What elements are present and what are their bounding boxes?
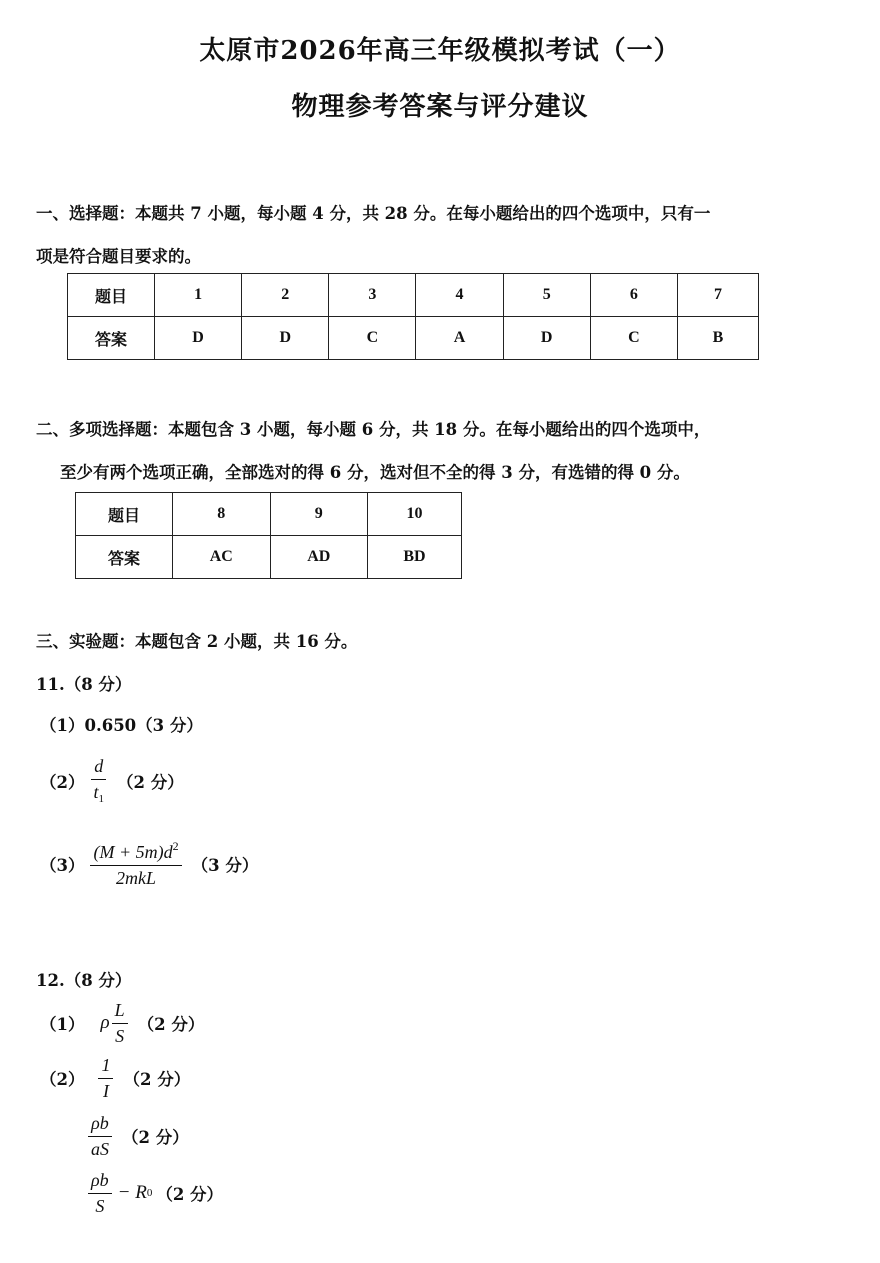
q11-header: 11.（8 分） <box>36 675 132 694</box>
question-number: 5 <box>503 274 590 317</box>
numerator-expression: (M + 5m)d <box>93 842 173 862</box>
q12-header: 12.（8 分） <box>36 971 132 990</box>
r-subscript: 0 <box>146 1187 153 1200</box>
fraction-rhob-over-s <box>88 1170 112 1216</box>
fraction-numerator: ρb <box>88 1170 112 1194</box>
question-number: 2 <box>242 274 329 317</box>
score-text: （3 分） <box>191 856 259 876</box>
answer-cell: BD <box>368 536 462 579</box>
answer-cell: D <box>503 317 590 360</box>
answer-cell: B <box>677 317 758 360</box>
part-label: （1） <box>40 1015 85 1035</box>
fraction-numerator: ρb <box>88 1113 112 1137</box>
section1-answer-table <box>67 273 759 360</box>
q12-part1 <box>40 1000 204 1046</box>
fraction-denominator <box>90 780 107 806</box>
section1-intro-line2: 项是符合题目要求的。 <box>36 247 201 266</box>
row-label-answer: 答案 <box>76 536 173 579</box>
fraction-denominator: S <box>95 1195 105 1216</box>
fraction-rhob-over-as <box>88 1113 112 1159</box>
answer-cell: AD <box>270 536 368 579</box>
fraction-denominator: S <box>115 1025 125 1046</box>
question-number: 8 <box>173 493 271 536</box>
fraction-l-over-s <box>112 1000 128 1046</box>
fraction-numerator: L <box>112 1000 128 1024</box>
answer-cell: D <box>242 317 329 360</box>
row-label-question: 题目 <box>76 493 173 536</box>
question-number: 7 <box>677 274 758 317</box>
fraction-denominator: aS <box>91 1138 109 1159</box>
section2-intro-line2: 至少有两个选项正确，全部选对的得 6 分，选对但不全的得 3 分，有选错的得 0 分。 <box>60 463 690 482</box>
question-number: 3 <box>329 274 416 317</box>
fraction-numerator: 1 <box>98 1055 113 1079</box>
document-title: 太原市2026年高三年级模拟考试（一） <box>199 36 681 66</box>
question-number: 10 <box>368 493 462 536</box>
table-row <box>76 536 462 579</box>
score-text: （2 分） <box>156 1185 224 1205</box>
score-text: （2 分） <box>117 772 184 792</box>
minus-r-symbol: − R <box>117 1182 147 1204</box>
question-number: 1 <box>155 274 242 317</box>
section2-intro-line1: 二、多项选择题：本题包含 3 小题，每小题 6 分，共 18 分。在每小题给出的四个选项中， <box>36 420 711 439</box>
q12-part2a <box>40 1055 190 1101</box>
section3-intro: 三、实验题：本题包含 2 小题，共 16 分。 <box>36 632 358 651</box>
minus-r0-expression <box>118 1182 153 1204</box>
fraction-denominator: 2mkL <box>116 867 157 888</box>
question-number: 4 <box>416 274 503 317</box>
part-label: （2） <box>40 772 85 792</box>
fraction-numerator: d <box>91 756 106 780</box>
row-label-answer: 答案 <box>68 317 155 360</box>
answer-cell: D <box>155 317 242 360</box>
section1-intro-line1: 一、选择题：本题共 7 小题，每小题 4 分，共 28 分。在每小题给出的四个选项中，只有一 <box>36 204 711 223</box>
table-row <box>76 493 462 536</box>
answer-text: 0.650（3 分） <box>84 716 203 735</box>
fraction-d-over-t1 <box>90 756 107 805</box>
fraction-numerator <box>90 840 181 866</box>
answer-cell: C <box>590 317 677 360</box>
answer-cell: C <box>329 317 416 360</box>
part-label: （1） <box>40 716 85 735</box>
denominator-symbol: t <box>93 781 99 802</box>
answer-cell: AC <box>173 536 271 579</box>
table-row <box>68 274 759 317</box>
score-text: （2 分） <box>122 1128 189 1148</box>
q11-part3 <box>40 840 258 888</box>
answer-cell: A <box>416 317 503 360</box>
part-label: （2） <box>40 1070 85 1090</box>
fraction-mass-expression <box>90 840 181 888</box>
table-row <box>68 317 759 360</box>
score-text: （2 分） <box>123 1070 191 1090</box>
part-label: （3） <box>40 856 85 876</box>
rho-symbol: ρ <box>100 1012 110 1034</box>
numerator-superscript: 2 <box>172 839 179 853</box>
row-label-question: 题目 <box>68 274 155 317</box>
fraction-denominator: I <box>102 1080 109 1101</box>
question-number: 9 <box>270 493 368 536</box>
score-text: （2 分） <box>137 1015 205 1035</box>
q11-part2 <box>40 756 184 805</box>
denominator-subscript: 1 <box>98 792 104 805</box>
fraction-1-over-i <box>98 1055 113 1101</box>
section2-answer-table <box>75 492 462 579</box>
q11-part1 <box>40 712 203 736</box>
q12-part2c <box>82 1170 223 1216</box>
question-number: 6 <box>590 274 677 317</box>
document-subtitle: 物理参考答案与评分建议 <box>291 92 589 122</box>
q12-part2b <box>82 1113 189 1159</box>
